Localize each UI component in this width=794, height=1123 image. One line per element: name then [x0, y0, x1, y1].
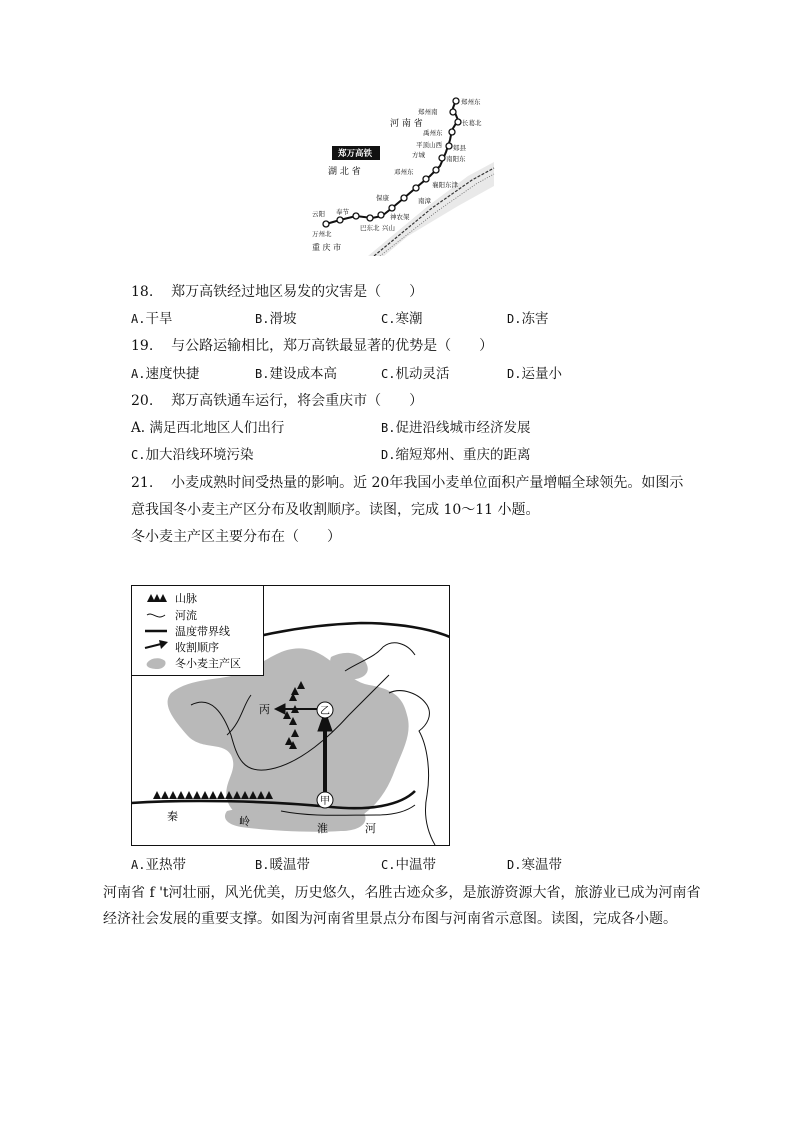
- winter-wheat-map: [131, 585, 450, 846]
- svg-text:乙: 乙: [320, 706, 330, 717]
- svg-text:方城: 方城: [412, 151, 425, 159]
- svg-text:神农架: 神农架: [390, 213, 410, 221]
- svg-text:南漳: 南漳: [418, 197, 431, 205]
- label-he: 河: [365, 822, 376, 835]
- label-qin: 秦: [167, 810, 178, 823]
- svg-text:甲: 甲: [320, 796, 330, 807]
- svg-text:郑州东: 郑州东: [461, 98, 481, 106]
- q20-option-b[interactable]: B.促进沿线城市经济发展: [381, 420, 531, 436]
- question-21-line2: 意我国冬小麦主产区分布及收割顺序。读图，完成 10～11 小题。: [131, 502, 540, 518]
- q19-option-b[interactable]: B.建设成本高: [255, 366, 337, 382]
- q20-option-d[interactable]: D.缩短郑州、重庆的距离: [381, 447, 531, 463]
- svg-text:襄阳东津: 襄阳东津: [432, 181, 458, 189]
- q18-option-b[interactable]: B.滑坡: [255, 311, 297, 327]
- q20-option-a[interactable]: A. 满足西北地区人们出行: [131, 420, 285, 436]
- svg-text:南阳东: 南阳东: [446, 155, 466, 163]
- svg-text:兴山: 兴山: [382, 224, 395, 232]
- svg-text:平顶山西: 平顶山西: [416, 141, 442, 149]
- marker-jia: [317, 792, 333, 808]
- svg-text:云阳: 云阳: [312, 210, 325, 218]
- svg-text:山脉: 山脉: [175, 592, 197, 605]
- question-21: 21. 小麦成熟时间受热量的影响。近 20年我国小麦单位面积产量增幅全球领先。如图示: [131, 475, 684, 491]
- marker-yi: [317, 702, 333, 718]
- q19-option-c[interactable]: C.机动灵活: [381, 366, 450, 382]
- map-legend: [132, 586, 264, 676]
- label-chongqing: 重 庆 市: [312, 243, 342, 252]
- zhengwan-railway-map: [308, 94, 496, 256]
- q21-option-a[interactable]: A.亚热带: [131, 857, 186, 873]
- svg-text:奉节: 奉节: [336, 208, 349, 216]
- svg-text:郑州南: 郑州南: [418, 108, 438, 116]
- q18-option-d[interactable]: D.冻害: [507, 311, 549, 327]
- label-huai: 淮: [317, 822, 328, 835]
- question-21-prompt: 冬小麦主产区主要分布在（ ）: [131, 529, 341, 545]
- svg-text:冬小麦主产区: 冬小麦主产区: [175, 657, 241, 670]
- closing-paragraph-line1: 河南省 f 't河壮丽，风光优美，历史悠久，名胜古迹众多，是旅游资源大省，旅游业已成为河南省: [103, 885, 701, 901]
- q21-option-d[interactable]: D.寒温带: [507, 857, 562, 873]
- label-ling: 岭: [239, 815, 250, 828]
- question-18: 18. 郑万高铁经过地区易发的灾害是（ ）: [131, 284, 424, 300]
- label-bing: 丙: [259, 703, 270, 716]
- label-hubei: 湖 北 省: [328, 167, 361, 177]
- q18-option-a[interactable]: A.干旱: [131, 311, 173, 327]
- q21-option-b[interactable]: B.暖温带: [255, 857, 310, 873]
- svg-text:万州北: 万州北: [312, 230, 332, 238]
- svg-text:禹州东: 禹州东: [423, 129, 443, 137]
- svg-text:河流: 河流: [175, 609, 197, 622]
- q19-option-d[interactable]: D.运量小: [507, 366, 562, 382]
- svg-text:巴东北: 巴东北: [360, 224, 380, 232]
- q19-option-a[interactable]: A.速度快捷: [131, 366, 200, 382]
- svg-text:收割顺序: 收割顺序: [175, 641, 219, 654]
- q18-option-c[interactable]: C.寒潮: [381, 311, 423, 327]
- q20-option-c[interactable]: C.加大沿线环境污染: [131, 447, 254, 463]
- q21-option-c[interactable]: C.中温带: [381, 857, 436, 873]
- svg-text:长葛北: 长葛北: [462, 119, 482, 127]
- question-19: 19. 与公路运输相比，郑万高铁最显著的优势是（ ）: [131, 338, 494, 354]
- question-20: 20. 郑万高铁通车运行，将会重庆市（ ）: [131, 393, 424, 409]
- railway-title-box: [332, 146, 380, 160]
- svg-text:邓州东: 邓州东: [394, 168, 414, 176]
- svg-text:郑万高铁: 郑万高铁: [338, 149, 373, 159]
- label-henan: 河 南 省: [390, 119, 423, 129]
- svg-text:郏县: 郏县: [453, 144, 466, 152]
- svg-text:保康: 保康: [376, 194, 389, 202]
- closing-paragraph-line2: 经济社会发展的重要支撑。如图为河南省里景点分布图与河南省示意图。读图，完成各小题。: [103, 911, 677, 927]
- svg-text:温度带界线: 温度带界线: [175, 625, 230, 638]
